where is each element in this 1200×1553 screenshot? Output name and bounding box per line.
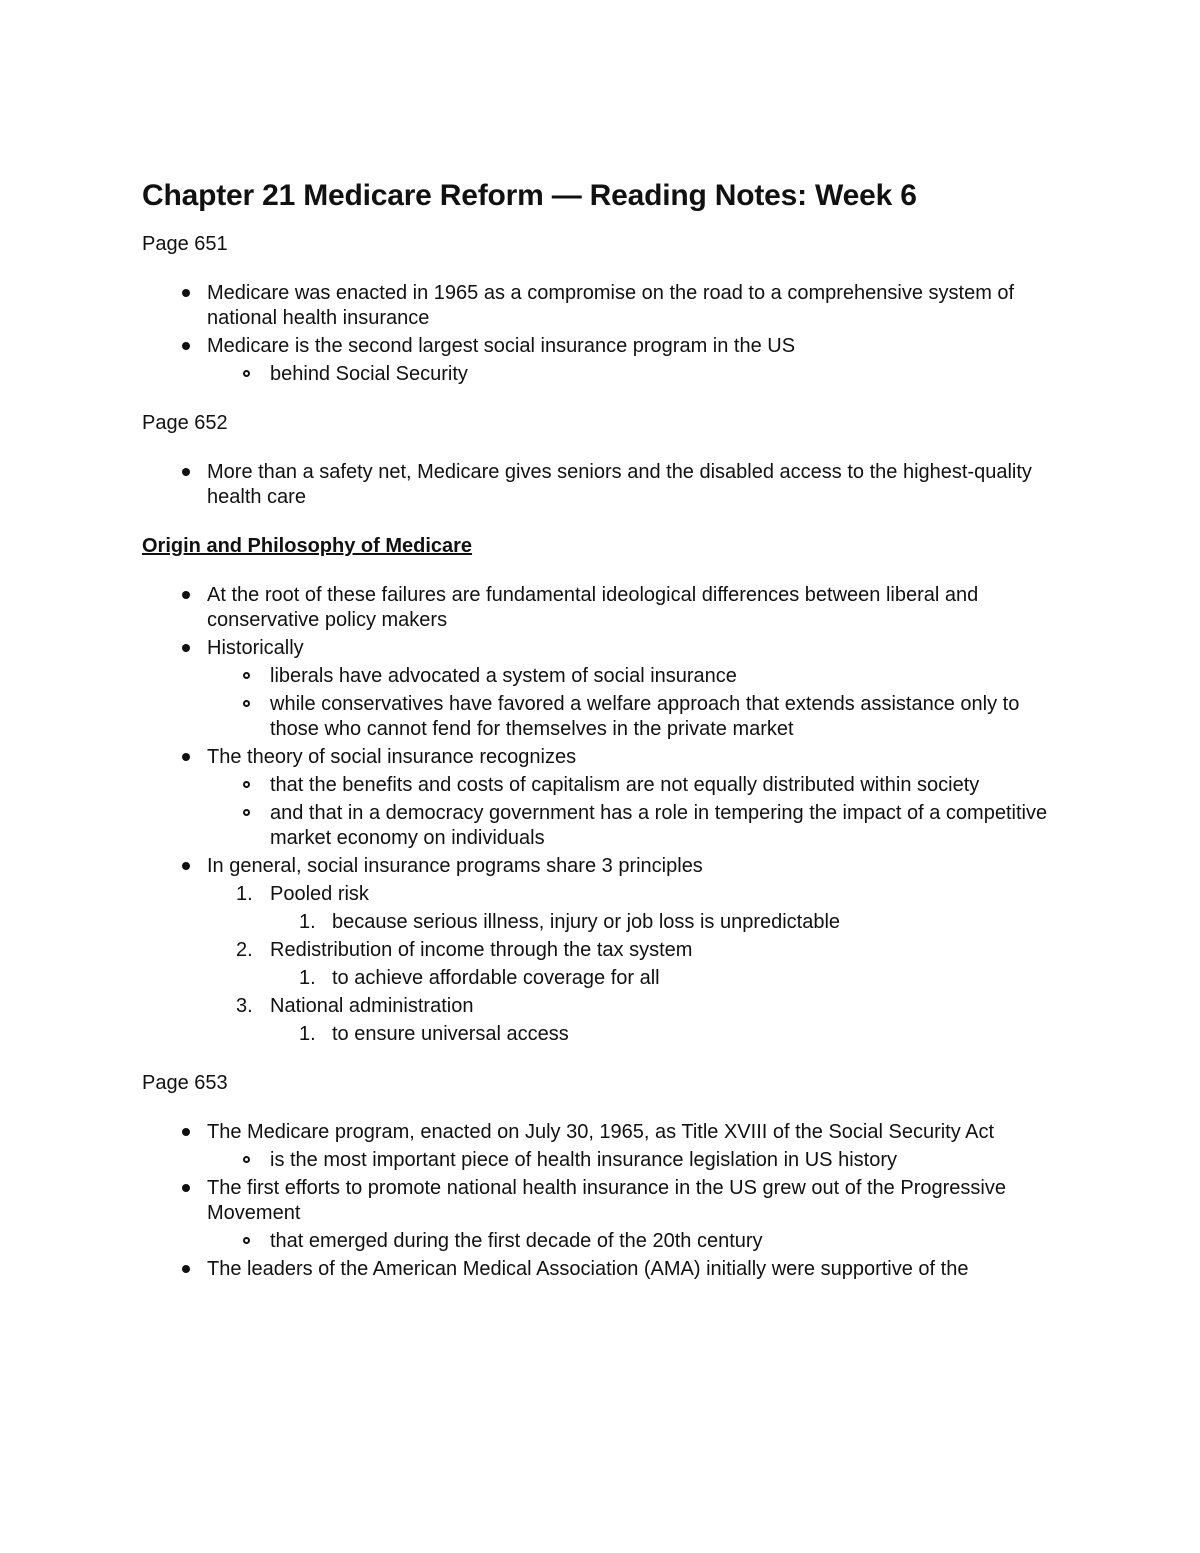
list-item	[142, 854, 1062, 879]
list-item-text: to achieve affordable coverage for all	[332, 967, 660, 989]
numbered-item	[142, 938, 1062, 963]
list-page-652	[142, 460, 1062, 510]
bullet-icon	[182, 1265, 190, 1273]
hollow-bullet-icon	[243, 809, 250, 816]
list-item-text: Pooled risk	[270, 883, 369, 905]
list-item-text: Medicare was enacted in 1965 as a compromise on the road to a comprehensive system of national health insurance	[207, 282, 1015, 329]
list-item-text: More than a safety net, Medicare gives seniors and the disabled access to the highest-quality health care	[207, 461, 1032, 508]
sub-list-item	[142, 362, 1062, 387]
list-item	[142, 1257, 1062, 1282]
page-label-651: Page 651	[142, 233, 228, 255]
list-item-text: is the most important piece of health insurance legislation in US history	[270, 1149, 897, 1171]
numbered-sub-item	[142, 966, 1062, 991]
list-item-text: while conservatives have favored a welfare approach that extends assistance only to those who cannot fend for themselves in the private market	[270, 693, 1020, 740]
list-item-text: Historically	[207, 637, 304, 659]
list-item	[142, 1176, 1062, 1226]
page-label-652: Page 652	[142, 412, 228, 434]
list-item-text: Medicare is the second largest social insurance program in the US	[207, 335, 796, 357]
list-item	[142, 460, 1062, 510]
sub-list-item	[142, 801, 1062, 851]
item-number: 2.	[236, 939, 253, 961]
list-item-text: and that in a democracy government has a role in tempering the impact of a competitive market economy on individuals	[270, 802, 1048, 849]
numbered-item	[142, 882, 1062, 907]
item-number: 1.	[299, 967, 316, 989]
list-item	[142, 636, 1062, 661]
bullet-icon	[182, 644, 190, 652]
numbered-item	[142, 994, 1062, 1019]
list-item-text: that emerged during the first decade of the 20th century	[270, 1230, 763, 1252]
list-item-text: that the benefits and costs of capitalism are not equally distributed within society	[270, 774, 980, 796]
list-item	[142, 1120, 1062, 1145]
document-title: Chapter 21 Medicare Reform — Reading Notes: Week 6	[142, 179, 917, 212]
item-number: 1.	[236, 883, 253, 905]
bullet-icon	[182, 468, 190, 476]
list-item-text: to ensure universal access	[332, 1023, 569, 1045]
list-item-text: because serious illness, injury or job loss is unpredictable	[332, 911, 841, 933]
hollow-bullet-icon	[243, 370, 250, 377]
bullet-icon	[182, 753, 190, 761]
list-item-text: Redistribution of income through the tax system	[270, 939, 693, 961]
hollow-bullet-icon	[243, 781, 250, 788]
section-heading: Origin and Philosophy of Medicare	[142, 535, 473, 557]
sub-list-item	[142, 692, 1062, 742]
list-item-text: liberals have advocated a system of social insurance	[270, 665, 737, 687]
bullet-icon	[182, 1184, 190, 1192]
sub-list-item	[142, 773, 1062, 798]
sub-list-item	[142, 664, 1062, 689]
page-label-653: Page 653	[142, 1072, 228, 1094]
numbered-sub-item	[142, 1022, 1062, 1047]
bullet-icon	[182, 1128, 190, 1136]
list-item-text: National administration	[270, 995, 474, 1017]
list-item-text: The first efforts to promote national health insurance in the US grew out of the Progressive Movement	[207, 1177, 1006, 1224]
bullet-icon	[182, 862, 190, 870]
list-item-text: The theory of social insurance recognizes	[207, 746, 577, 768]
list-item-text: The leaders of the American Medical Association (AMA) initially were supportive of the	[207, 1258, 969, 1280]
list-item	[142, 583, 1062, 633]
item-number: 1.	[299, 1023, 316, 1045]
list-page-653	[142, 1120, 1062, 1282]
list-item-text: behind Social Security	[270, 363, 468, 385]
list-item	[142, 745, 1062, 770]
bullet-icon	[182, 342, 190, 350]
list-item-text: The Medicare program, enacted on July 30, 1965, as Title XVIII of the Social Security Act	[207, 1121, 995, 1143]
list-origin	[142, 583, 1062, 1047]
numbered-sub-item	[142, 910, 1062, 935]
hollow-bullet-icon	[243, 1156, 250, 1163]
hollow-bullet-icon	[243, 672, 250, 679]
item-number: 3.	[236, 995, 253, 1017]
bullet-icon	[182, 591, 190, 599]
hollow-bullet-icon	[243, 1237, 250, 1244]
document-page	[142, 178, 1062, 1306]
list-item	[142, 334, 1062, 359]
list-item-text: In general, social insurance programs share 3 principles	[207, 855, 703, 877]
bullet-icon	[182, 289, 190, 297]
hollow-bullet-icon	[243, 700, 250, 707]
item-number: 1.	[299, 911, 316, 933]
list-item-text: At the root of these failures are fundamental ideological differences between liberal and conservative policy makers	[207, 584, 979, 631]
sub-list-item	[142, 1229, 1062, 1254]
sub-list-item	[142, 1148, 1062, 1173]
list-page-651	[142, 281, 1062, 387]
list-item	[142, 281, 1062, 331]
